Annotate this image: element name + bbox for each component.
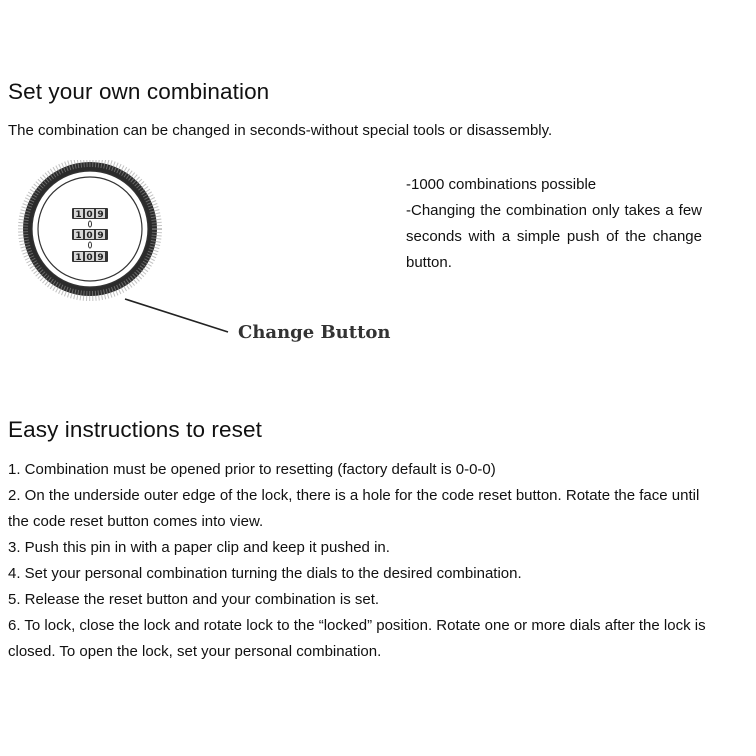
feature-item: -1000 combinations possible bbox=[406, 176, 597, 193]
reset-step: 4. Set your personal combination turning the dials to the desired combination. bbox=[8, 565, 522, 582]
feature-list bbox=[406, 172, 702, 276]
section-title-reset-instructions: Easy instructions to reset bbox=[8, 417, 262, 442]
section-title-set-combination: Set your own combination bbox=[8, 79, 270, 104]
dial-digit: 1 bbox=[75, 210, 82, 220]
intro-text: The combination can be changed in seconds-without special tools or disassembly. bbox=[8, 122, 553, 139]
reset-steps-list bbox=[8, 457, 708, 665]
reset-step: 1. Combination must be opened prior to resetting (factory default is 0-0-0) bbox=[8, 461, 496, 478]
dial-window bbox=[72, 251, 108, 263]
dial-digit: 9 bbox=[97, 210, 104, 220]
dial-digit: 1 bbox=[75, 231, 82, 241]
reset-step: 6. To lock, close the lock and rotate lock to the “locked” position. Rotate one or more dials after the lock is closed. To open the lock, set your personal combination. bbox=[8, 617, 706, 660]
dial-digit: 9 bbox=[97, 253, 104, 263]
dial-digit: 1 bbox=[75, 253, 82, 263]
dial-digit: 0 bbox=[86, 231, 93, 241]
feature-item: -Changing the combination only takes a few seconds with a simple push of the change button. bbox=[406, 202, 702, 271]
dial-digit: 0 bbox=[86, 210, 93, 220]
reset-step: 2. On the underside outer edge of the lock, there is a hole for the code reset button. Rotate the face until the code reset button comes into view. bbox=[8, 487, 700, 530]
reset-step: 5. Release the reset button and your combination is set. bbox=[8, 591, 380, 608]
dial-digit: 0 bbox=[86, 253, 93, 263]
change-button-label: Change Button bbox=[238, 322, 391, 343]
dial-digit: 9 bbox=[97, 231, 104, 241]
reset-step: 3. Push this pin in with a paper clip and keep it pushed in. bbox=[8, 539, 390, 556]
callout-line bbox=[125, 299, 228, 332]
